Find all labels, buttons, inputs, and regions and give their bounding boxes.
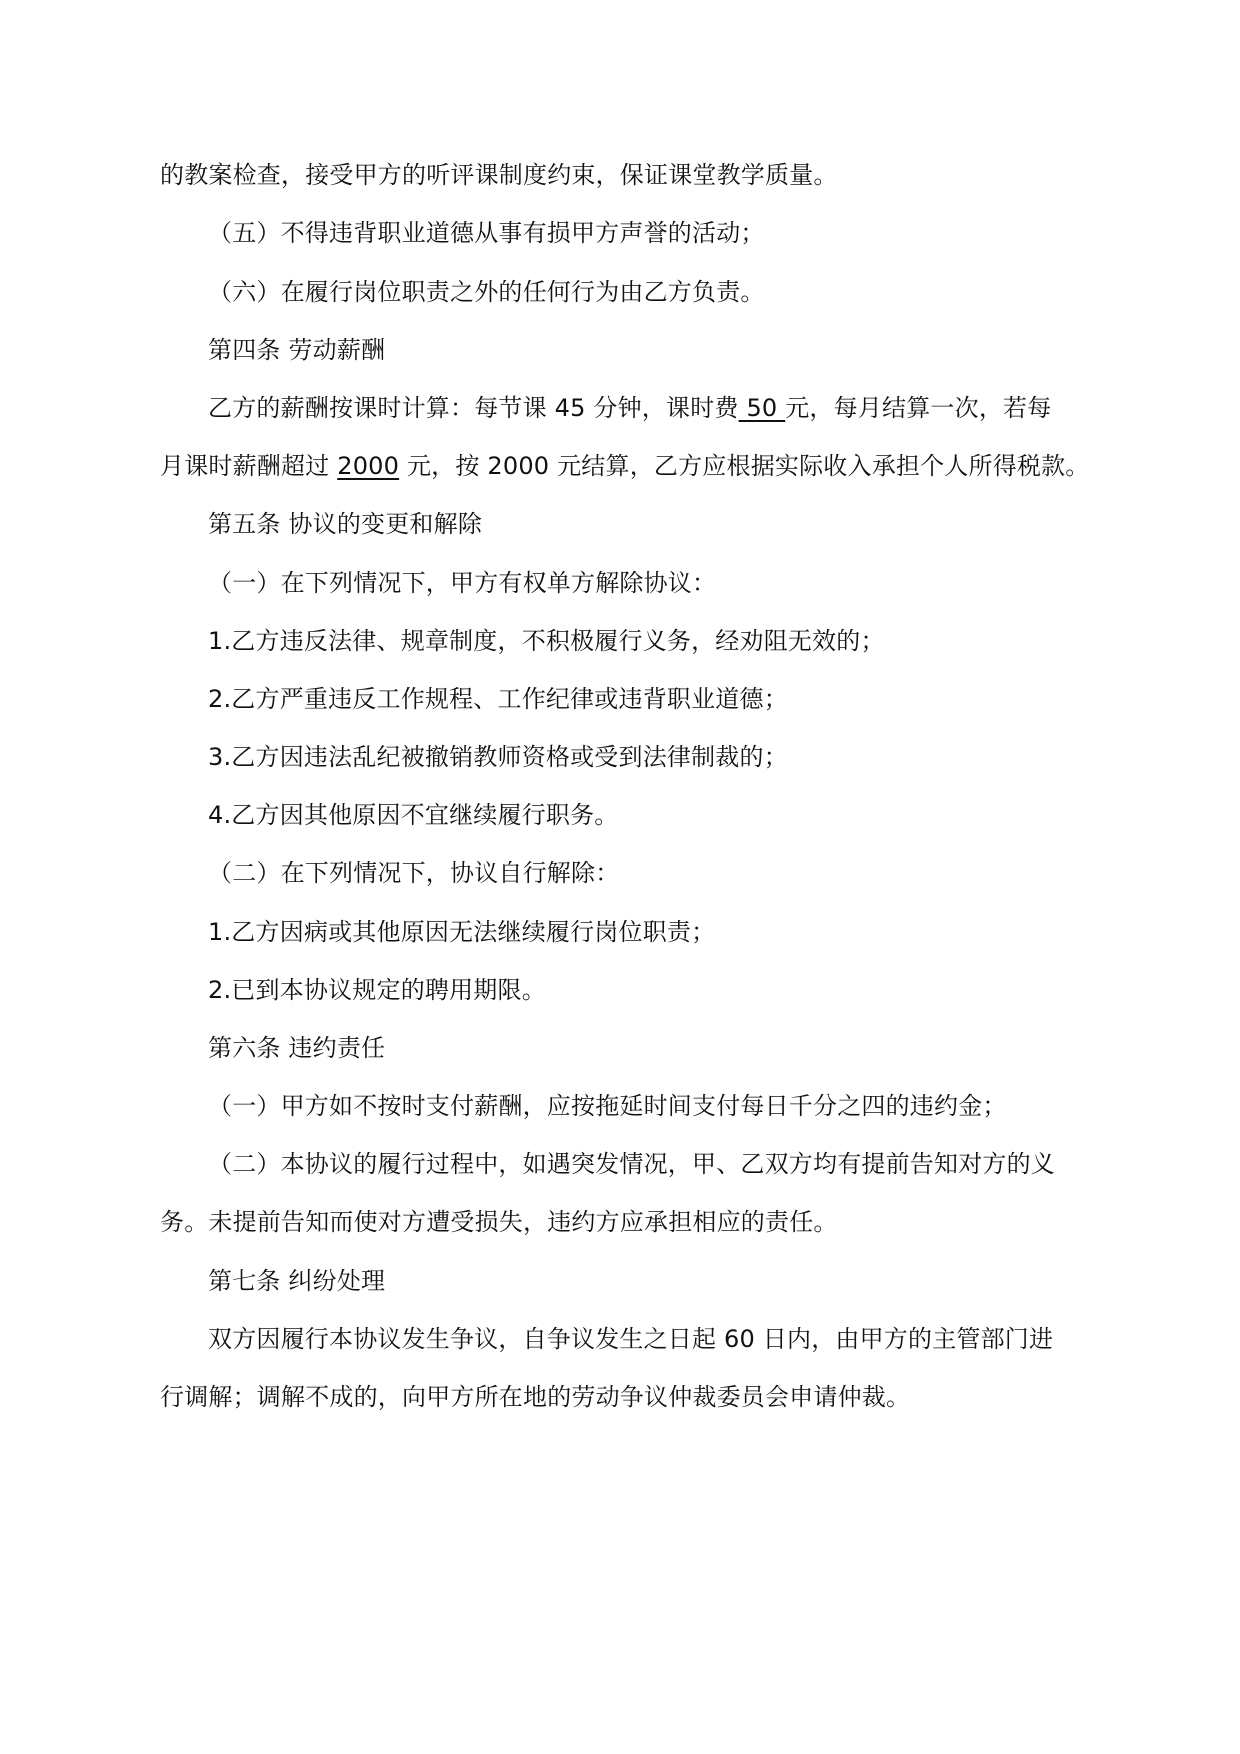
list-item: 2.乙方严重违反工作规程、工作纪律或违背职业道德； xyxy=(208,685,788,713)
paragraph-line: （六）在履行岗位职责之外的任何行为由乙方负责。 xyxy=(208,278,765,306)
list-item: 3.乙方因违法乱纪被撤销教师资格或受到法律制裁的； xyxy=(208,743,788,771)
salary-cap-amount: 2000 xyxy=(337,452,400,480)
paragraph-line: （一）甲方如不按时支付薪酬，应按拖延时间支付每日千分之四的违约金； xyxy=(208,1092,1007,1120)
list-item: 1.乙方违反法律、规章制度，不积极履行义务，经劝阻无效的； xyxy=(208,627,885,655)
paragraph-line xyxy=(160,450,1100,482)
article-heading: 第七条 纠纷处理 xyxy=(208,1267,386,1295)
fee-amount: 50 xyxy=(738,394,786,422)
salary-text: 乙方的薪酬按课时计算：每节课 45 分钟，课时费 xyxy=(208,394,739,422)
article-heading: 第六条 违约责任 xyxy=(208,1034,386,1062)
paragraph-line: （一）在下列情况下，甲方有权单方解除协议： xyxy=(208,569,717,597)
paragraph-line: （二）在下列情况下，协议自行解除： xyxy=(208,859,620,887)
list-item: 4.乙方因其他原因不宜继续履行职务。 xyxy=(208,801,619,829)
article-heading: 第五条 协议的变更和解除 xyxy=(208,510,483,538)
salary-text: 月课时薪酬超过 xyxy=(160,452,338,480)
salary-text: 元，按 2000 元结算，乙方应根据实际收入承担个人所得税款。 xyxy=(399,452,1090,480)
paragraph-line: （二）本协议的履行过程中，如遇突发情况，甲、乙双方均有提前告知对方的义 xyxy=(208,1150,1055,1178)
list-item: 2.已到本协议规定的聘用期限。 xyxy=(208,976,546,1004)
paragraph-line: 的教案检查，接受甲方的听评课制度约束，保证课堂教学质量。 xyxy=(160,161,838,189)
paragraph-line: 双方因履行本协议发生争议，自争议发生之日起 60 日内，由甲方的主管部门进 xyxy=(208,1325,1054,1353)
paragraph-line: 行调解；调解不成的，向甲方所在地的劳动争议仲裁委员会申请仲裁。 xyxy=(160,1383,911,1411)
list-item: 1.乙方因病或其他原因无法继续履行岗位职责； xyxy=(208,918,716,946)
article-heading: 第四条 劳动薪酬 xyxy=(208,336,386,364)
salary-text: 元，每月结算一次，若每 xyxy=(785,394,1052,422)
paragraph-line: （五）不得违背职业道德从事有损甲方声誉的活动； xyxy=(208,219,765,247)
paragraph-line xyxy=(208,392,1148,424)
paragraph-line: 务。未提前告知而使对方遭受损失，违约方应承担相应的责任。 xyxy=(160,1208,838,1236)
